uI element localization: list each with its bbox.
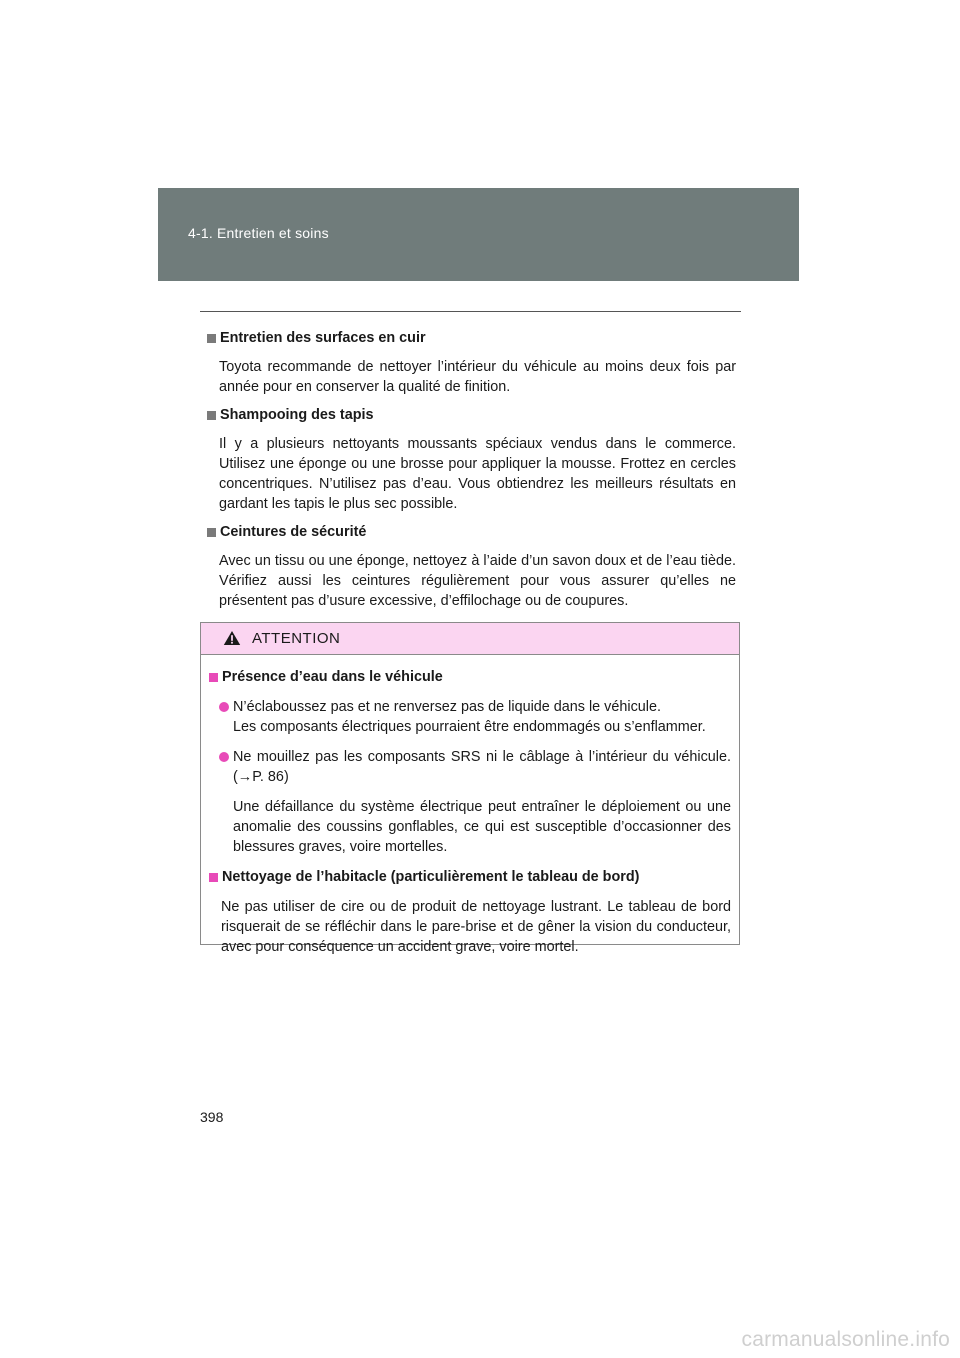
caution-box <box>200 622 740 955</box>
section-heading-text: Shampooing des tapis <box>220 407 374 423</box>
square-bullet-icon <box>207 334 216 343</box>
bullet-dot-icon <box>219 752 229 762</box>
page-reference: →P. 86 <box>237 769 284 785</box>
bullet-text: N’éclaboussez pas et ne renversez pas de liquide dans le véhicule. <box>233 699 661 715</box>
section-heading <box>207 328 736 348</box>
section-heading-text: Ceintures de sécurité <box>220 524 367 540</box>
bullet-item <box>209 697 731 737</box>
caution-heading-text: Présence d’eau dans le véhicule <box>222 669 443 685</box>
bullet-text-end: ) <box>283 769 289 785</box>
divider <box>200 311 741 312</box>
square-bullet-icon <box>207 528 216 537</box>
caution-heading <box>209 867 731 887</box>
header-band <box>158 188 799 281</box>
main-content <box>207 328 736 611</box>
caution-heading <box>209 667 731 687</box>
section-paragraph: Il y a plusieurs nettoyants moussants spéciaux vendus dans le commerce. Utilisez une éponge ou une brosse pour appliquer la mousse. Frottez en cercles concentriques. N’utilisez pas d’eau. Vous obtiendrez les meilleurs résultats en gardant les tapis le plus sec possible. <box>219 436 736 512</box>
caution-title: ATTENTION <box>252 630 341 647</box>
square-bullet-icon <box>209 673 218 682</box>
caution-header <box>201 623 739 655</box>
section-heading-text: Entretien des surfaces en cuir <box>220 330 426 346</box>
caution-heading-text: Nettoyage de l’habitacle (particulièrement le tableau de bord) <box>222 869 640 885</box>
section-paragraph: Toyota recommande de nettoyer l’intérieur du véhicule au moins deux fois par année pour en conserver la qualité de finition. <box>219 359 736 395</box>
section-title: 4-1. Entretien et soins <box>188 225 329 241</box>
watermark: carmanualsonline.info <box>741 1328 950 1351</box>
page-number: 398 <box>200 1109 224 1125</box>
square-bullet-icon <box>209 873 218 882</box>
section-paragraph: Avec un tissu ou une éponge, nettoyez à l’aide d’un savon doux et de l’eau tiède. Vérifiez aussi les ceintures régulièrement pour vous assurer qu’elles ne présentent pas d’usure excessive, d’effilochage ou de coupures. <box>219 553 736 609</box>
section-heading <box>207 405 736 425</box>
caution-body <box>201 655 739 957</box>
section-heading <box>207 522 736 542</box>
caution-paragraph: Ne pas utiliser de cire ou de produit de nettoyage lustrant. Le tableau de bord risquerait de se réfléchir dans le pare-brise et de gêner la vision du conducteur, avec pour conséquence un accident grave, voire mortel. <box>221 899 731 955</box>
bullet-subparagraph: Une défaillance du système électrique peut entraîner le déploiement ou une anomalie des coussins gonflables, ce qui est susceptible d’occasionner des blessures graves, voire mortelles. <box>233 799 731 855</box>
bullet-item <box>209 747 731 787</box>
bullet-text: Les composants électriques pourraient être endommagés ou s’enflammer. <box>233 719 706 735</box>
warning-triangle-icon <box>223 630 241 646</box>
square-bullet-icon <box>207 411 216 420</box>
bullet-text: Ne mouillez pas les composants SRS ni le câblage à l’intérieur du véhicule. ( <box>233 749 731 785</box>
bullet-dot-icon <box>219 702 229 712</box>
